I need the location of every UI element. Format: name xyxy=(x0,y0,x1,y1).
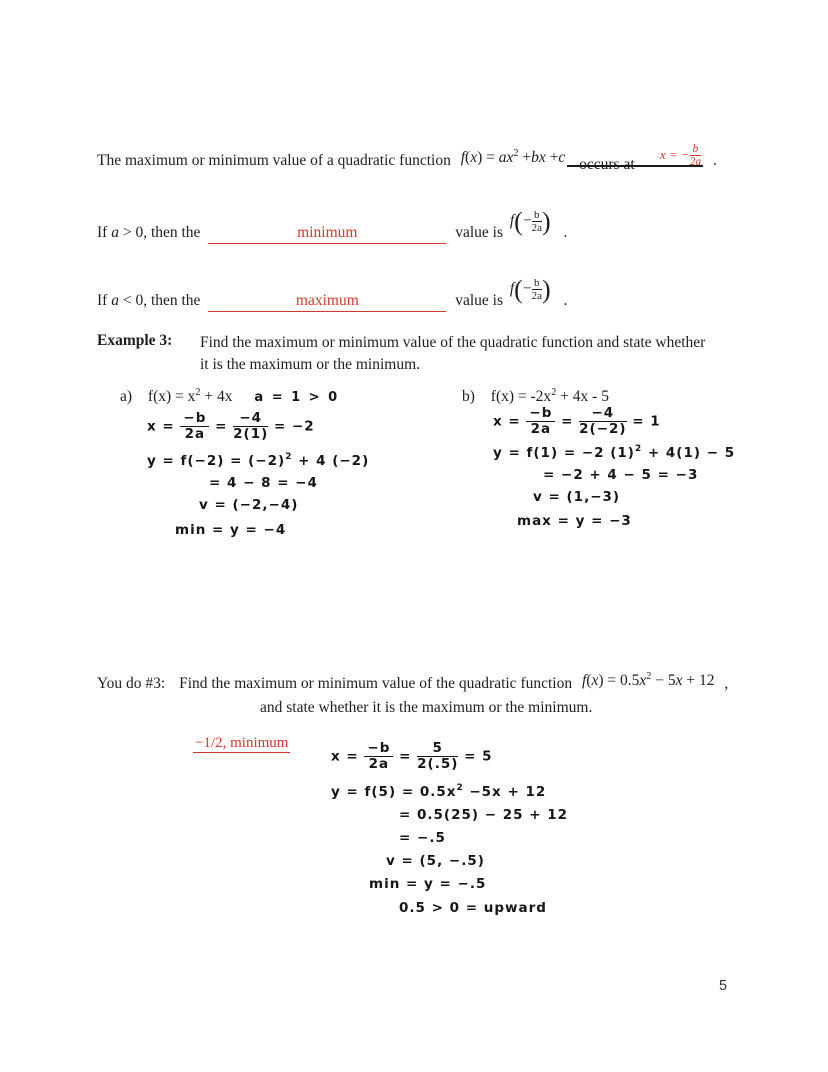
you-do-3-line xyxy=(97,671,729,693)
condition-prefix: If a > 0, then the xyxy=(97,224,201,242)
occurs-at-text: occurs at xyxy=(579,156,635,173)
handwritten-line: v = (5, −.5) xyxy=(386,852,485,869)
value-is-text: value is xyxy=(455,224,503,242)
you-do-3-line2 xyxy=(260,699,592,717)
f-of-vertex-formula: f(− $\frac{b}{2a}$ ) xyxy=(509,275,551,305)
handwritten-line: x = $\frac{-b}{2a}$ = $\frac{5}{2(.5)}$ = 5 xyxy=(331,740,493,772)
function-b: $f(x) = -2x^2 + 4x - 5$ xyxy=(490,387,609,405)
period: . xyxy=(563,292,568,310)
handwritten-line: = −2 + 4 − 5 = −3 xyxy=(543,466,699,483)
intro-line xyxy=(97,141,717,175)
handwritten-line: 0.5 > 0 = upward xyxy=(399,899,547,916)
max-condition-line xyxy=(97,275,568,314)
handwritten-line: max = y = −3 xyxy=(517,512,632,529)
period: . xyxy=(713,152,717,169)
min-condition-line xyxy=(97,207,568,246)
handwritten-line: v = (−2,−4) xyxy=(199,496,299,513)
example-3-desc-line1: Find the maximum or minimum value of the quadratic function and state whether xyxy=(200,334,706,351)
value-is-text: value is xyxy=(455,292,503,310)
minimum-answer: minimum xyxy=(297,224,358,242)
quadratic-general-formula: $f(x) = ax^2 +bx +c$ xyxy=(460,148,566,166)
teacher-answer-text: −1/2, minimum xyxy=(195,735,289,751)
handwritten-note-a: a = 1 > 0 xyxy=(254,390,340,405)
item-label-b: b) xyxy=(462,388,475,405)
maximum-answer: maximum xyxy=(295,292,359,310)
occurs-at-blank xyxy=(571,141,703,175)
item-label-a: a) xyxy=(120,388,133,405)
example-3a-problem xyxy=(120,388,339,406)
function-a: $f(x) = x^2 + 4x$ xyxy=(147,387,233,405)
minimum-blank xyxy=(208,224,446,244)
handwritten-line: = −.5 xyxy=(399,829,446,846)
handwritten-line: $y = f(5) = 0.5x^2 -5x + 12$ xyxy=(331,782,547,800)
example-3-label: Example 3: xyxy=(97,332,173,349)
comma: , xyxy=(724,675,729,692)
you-do-3-text-line2: and state whether it is the maximum or the minimum. xyxy=(260,699,593,716)
page-number: 5 xyxy=(719,978,728,994)
handwritten-work-3 xyxy=(331,741,568,918)
intro-text: The maximum or minimum value of a quadratic function xyxy=(97,152,451,169)
maximum-blank xyxy=(208,292,446,312)
example-3-desc-line2: it is the maximum or the minimum. xyxy=(200,355,420,373)
handwritten-line: = 0.5(25) − 25 + 12 xyxy=(399,806,569,823)
period: . xyxy=(563,224,568,242)
example-3-block xyxy=(97,332,737,375)
example-3-description xyxy=(200,332,705,375)
handwritten-line: x = $\frac{-b}{2a}$ = $\frac{-4}{2(1)}$ = −2 xyxy=(147,410,315,442)
handwritten-line: y = f(1) = −2 $(1)^2 + 4(1) - 5$ xyxy=(493,443,736,461)
handwritten-line: = 4 − 8 = −4 xyxy=(209,474,318,491)
handwritten-line: min = y = −.5 xyxy=(369,875,487,892)
handwritten-line: $y = f(-2) = (-2)^2 + 4$ (−2) xyxy=(147,451,370,469)
condition-prefix: If a < 0, then the xyxy=(97,292,201,310)
handwritten-vertex-x-answer: x = − $\frac{b}{2a}$ xyxy=(659,142,702,169)
handwritten-work-b xyxy=(493,406,735,531)
handwritten-line: x = $\frac{-b}{2a}$ = $\frac{-4}{2(-2)}$ = 1 xyxy=(493,405,661,437)
you-do-3-label: You do #3: xyxy=(97,675,166,692)
handwritten-line: v = (1,−3) xyxy=(533,488,621,505)
you-do-3-answer xyxy=(193,734,290,752)
example-3b-problem xyxy=(462,388,609,406)
you-do-3-text: Find the maximum or minimum value of the quadratic function xyxy=(179,675,573,692)
handwritten-work-a xyxy=(147,411,369,540)
handwritten-line: min = y = −4 xyxy=(175,521,287,538)
f-of-vertex-formula: f(− $\frac{b}{2a}$ ) xyxy=(509,207,551,237)
you-do-3-formula: $f(x) = 0.5x^2 - 5x + 12$ xyxy=(581,671,715,689)
